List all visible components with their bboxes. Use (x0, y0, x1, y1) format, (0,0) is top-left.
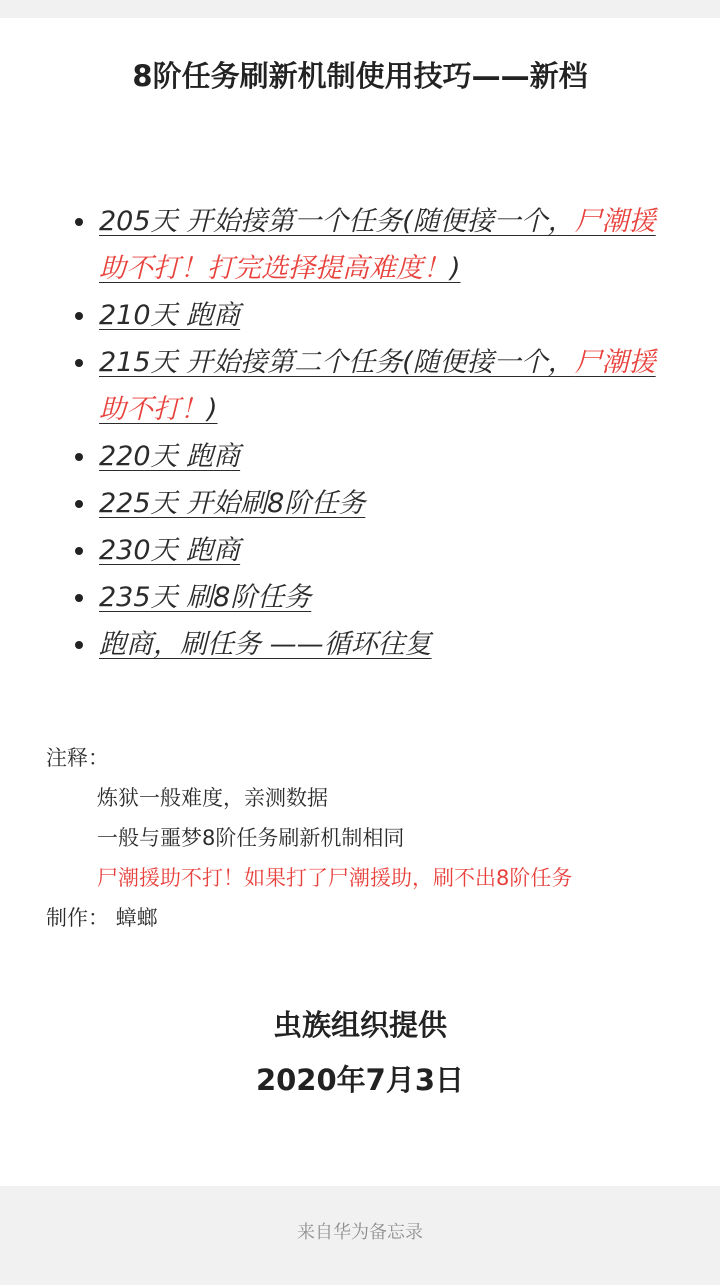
notes-section (46, 738, 686, 938)
step-tail: ) (450, 253, 461, 284)
author-line: 制作： 蟑螂 (46, 906, 158, 930)
note-line: 炼狱一般难度，亲测数据 (97, 786, 328, 810)
provider-line: 虫族组织提供 (272, 1008, 447, 1042)
step-tail: ) (207, 394, 218, 425)
step-text: 225天 开始刷8阶任务 (99, 488, 366, 519)
source-footer: 来自华为备忘录 (297, 1222, 423, 1243)
step-text: 跑商，刷任务 ——循环往复 (99, 629, 432, 660)
memo-title: 8阶任务刷新机制使用技巧——新档 (132, 59, 588, 93)
list-item (0, 574, 720, 621)
step-warning-text: 尸潮援助不打！ (99, 347, 656, 425)
step-warning-text: 尸潮援助不打！打完选择提高难度！ (99, 206, 656, 284)
list-item (0, 198, 720, 292)
note-line: 一般与噩梦8阶任务刷新机制相同 (97, 826, 405, 850)
step-text: 210天 跑商 (99, 300, 241, 331)
notes-label: 注释： (46, 746, 109, 770)
list-item (0, 292, 720, 339)
list-item (0, 433, 720, 480)
step-text: 235天 刷8阶任务 (99, 582, 312, 613)
list-item (0, 527, 720, 574)
memo-card (0, 18, 720, 1186)
note-warning: 尸潮援助不打！如果打了尸潮援助，刷不出8阶任务 (97, 866, 573, 890)
step-text: 220天 跑商 (99, 441, 241, 472)
date-line: 2020年7月3日 (255, 1063, 465, 1097)
step-text: 205天 开始接第一个任务(随便接一个， (99, 206, 575, 237)
step-text: 215天 开始接第二个任务(随便接一个， (99, 347, 575, 378)
list-item (0, 480, 720, 527)
step-list (0, 198, 720, 668)
step-text: 230天 跑商 (99, 535, 241, 566)
list-item (0, 339, 720, 433)
list-item (0, 621, 720, 668)
